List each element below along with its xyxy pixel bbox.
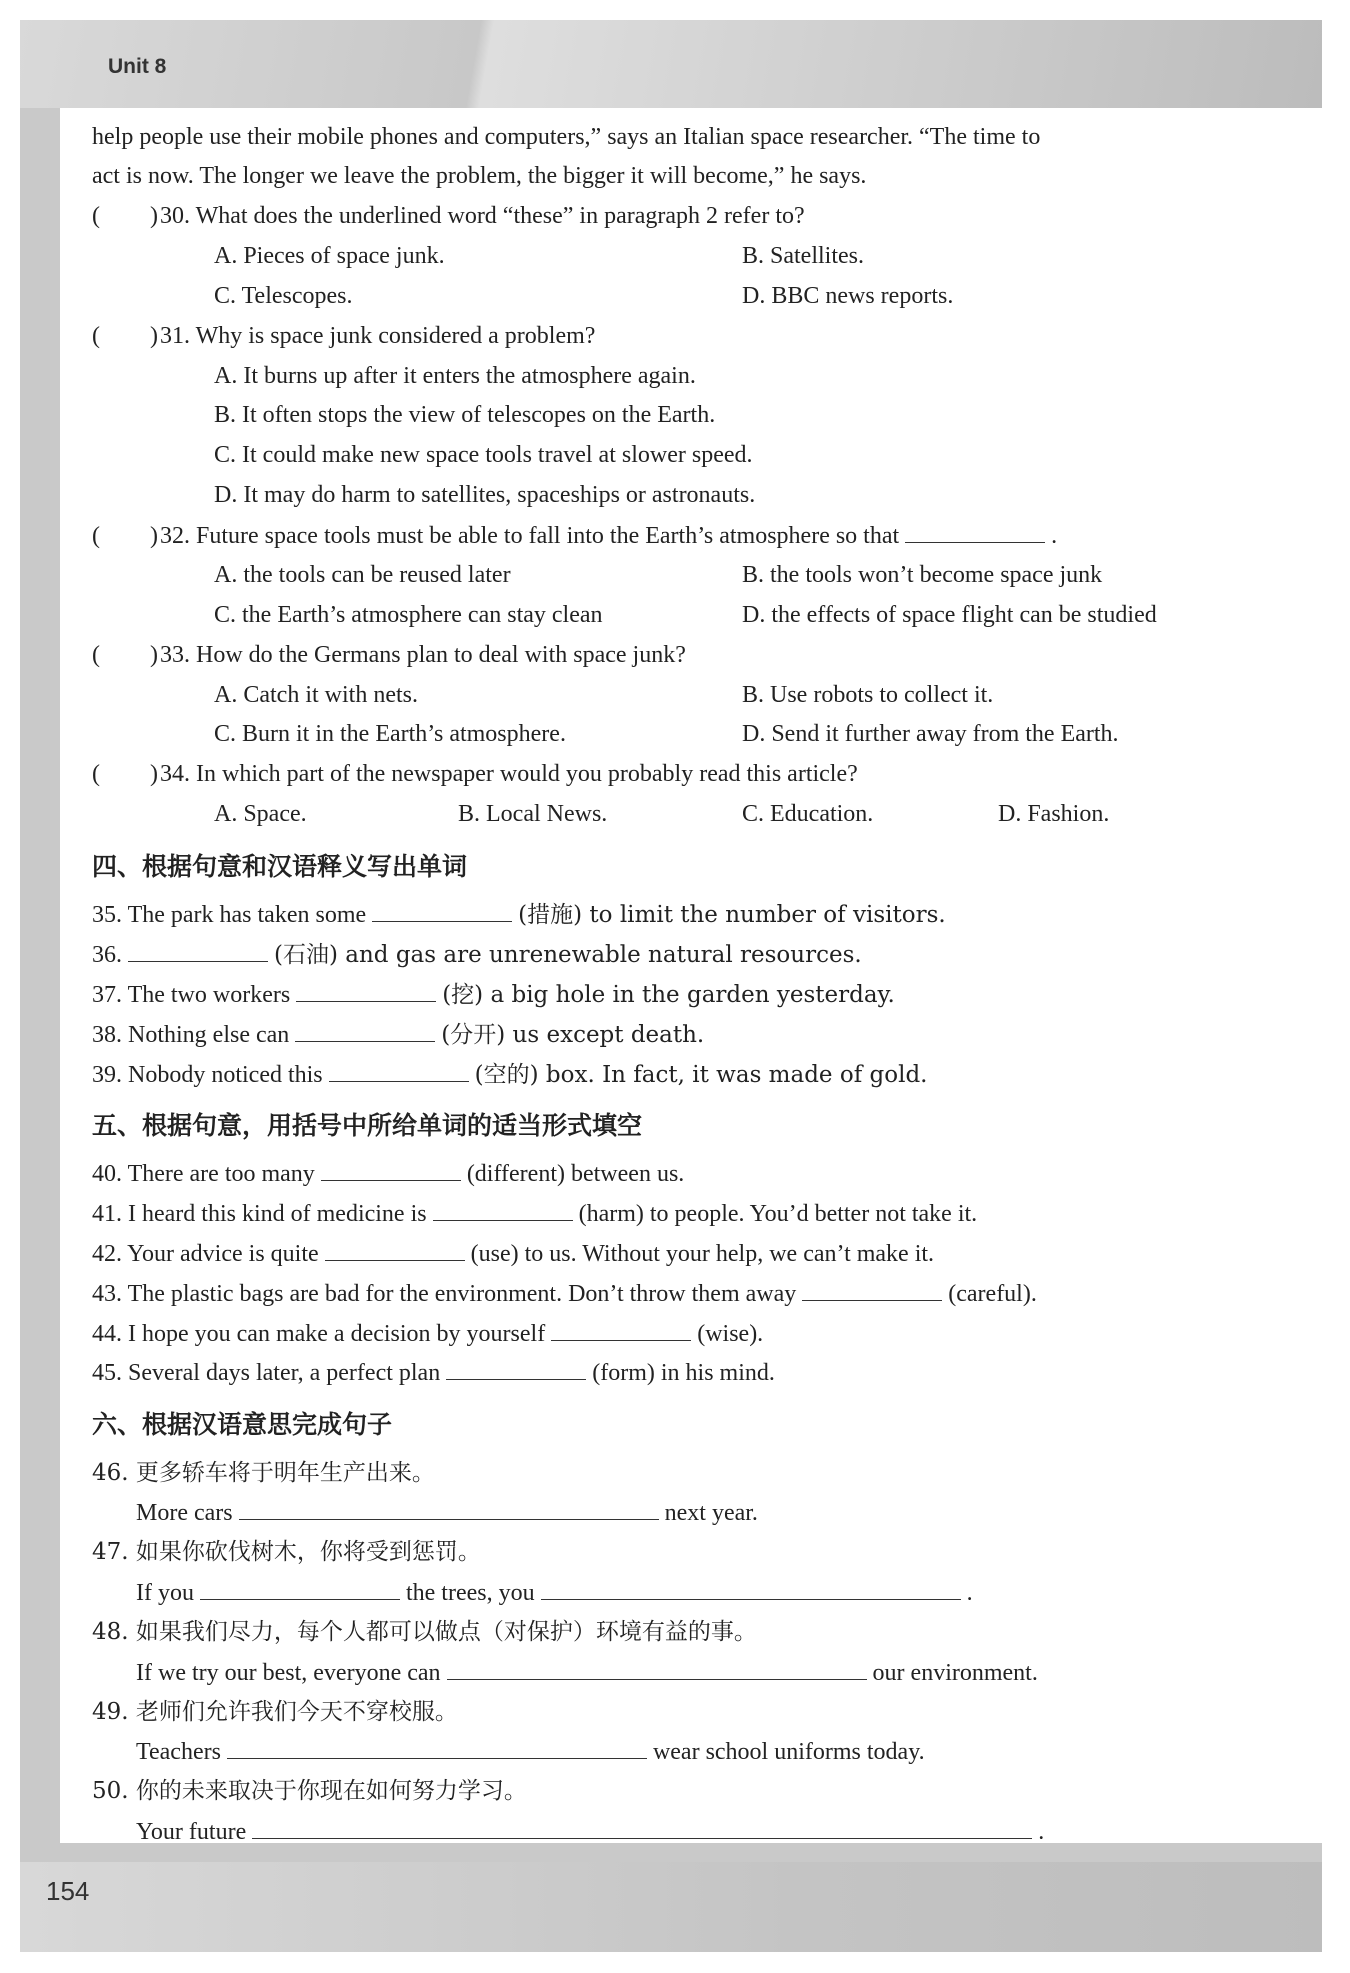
fill-item-43: 43. The plastic bags are bad for the environment. Don’t throw them away (careful).: [92, 1278, 1037, 1309]
passage-line: help people use their mobile phones and computers,” says an Italian space researcher. “The time to: [92, 124, 1041, 150]
question-stem: 33. How do the Germans plan to deal with space junk?: [160, 642, 686, 668]
answer-blank[interactable]: [296, 979, 436, 1002]
fill-item-35: 35. The park has taken some (措施) to limit the number of visitors.: [92, 899, 946, 930]
question-33: [92, 640, 686, 670]
answer-blank[interactable]: [905, 520, 1045, 543]
answer-blank[interactable]: [802, 1278, 942, 1301]
question-30: [92, 201, 805, 231]
answer-bracket[interactable]: ( ): [92, 761, 158, 787]
option: A. Space.: [214, 801, 307, 827]
option: D. It may do harm to satellites, spaceships or astronauts.: [214, 482, 756, 508]
option: D. the effects of space flight can be studied: [742, 602, 1157, 628]
option: C. Burn it in the Earth’s atmosphere.: [214, 721, 566, 747]
fill-item-37: 37. The two workers (挖) a big hole in the garden yesterday.: [92, 979, 895, 1010]
fill-item-42: 42. Your advice is quite (use) to us. Without your help, we can’t make it.: [92, 1238, 934, 1269]
fill-item-38: 38. Nothing else can (分开) us except death.: [92, 1019, 704, 1050]
option: C. Education.: [742, 801, 874, 827]
question-32: ( ) 32. Future space tools must be able to fall into the Earth’s atmosphere so that .: [92, 520, 1057, 551]
option: B. Local News.: [458, 801, 608, 827]
translation-prompt-50: 50. 你的未来取决于你现在如何努力学习。: [92, 1778, 527, 1804]
answer-blank[interactable]: [325, 1238, 465, 1261]
fill-item-40: 40. There are too many (different) between us.: [92, 1158, 684, 1189]
option: C. the Earth’s atmosphere can stay clean: [214, 602, 603, 628]
answer-bracket[interactable]: ( ): [92, 323, 158, 349]
translation-item-47: If you the trees, you .: [136, 1577, 973, 1608]
translation-item-50: Your future .: [136, 1816, 1044, 1847]
option: B. the tools won’t become space junk: [742, 562, 1103, 588]
page-number: 154: [46, 1876, 90, 1906]
option: D. Send it further away from the Earth.: [742, 721, 1119, 747]
answer-blank[interactable]: [128, 939, 268, 962]
answer-bracket[interactable]: ( ): [92, 203, 158, 229]
answer-blank[interactable]: [447, 1657, 867, 1680]
fill-item-41: 41. I heard this kind of medicine is (harm) to people. You’d better not take it.: [92, 1198, 977, 1229]
answer-blank[interactable]: [239, 1497, 659, 1520]
translation-item-49: Teachers wear school uniforms today.: [136, 1736, 925, 1767]
answer-blank[interactable]: [551, 1318, 691, 1341]
answer-bracket[interactable]: ( ): [92, 523, 158, 549]
answer-blank[interactable]: [252, 1816, 1032, 1839]
fill-item-39: 39. Nobody noticed this (空的) box. In fact, it was made of gold.: [92, 1059, 927, 1090]
option: A. Catch it with nets.: [214, 682, 418, 708]
section-heading: 六、根据汉语意思完成句子: [92, 1410, 393, 1439]
translation-item-48: If we try our best, everyone can our environment.: [136, 1657, 1038, 1688]
option: C. It could make new space tools travel at slower speed.: [214, 442, 753, 468]
question-stem: 34. In which part of the newspaper would you probably read this article?: [160, 761, 858, 787]
option: A. Pieces of space junk.: [214, 243, 445, 269]
option: A. the tools can be reused later: [214, 562, 511, 588]
question-34: [92, 759, 858, 789]
translation-prompt-49: 49. 老师们允许我们今天不穿校服。: [92, 1699, 458, 1725]
answer-blank[interactable]: [372, 899, 512, 922]
section-heading: 五、根据句意，用括号中所给单词的适当形式填空: [92, 1111, 643, 1140]
option: B. It often stops the view of telescopes on the Earth.: [214, 402, 716, 428]
section-heading: 四、根据句意和汉语释义写出单词: [92, 852, 468, 881]
question-31: [92, 321, 595, 351]
fill-item-36: 36. (石油) and gas are unrenewable natural resources.: [92, 939, 862, 970]
passage-line: act is now. The longer we leave the problem, the bigger it will become,” he says.: [92, 163, 867, 189]
question-stem: 30. What does the underlined word “these” in paragraph 2 refer to?: [160, 203, 805, 229]
answer-blank[interactable]: [200, 1577, 400, 1600]
option: D. BBC news reports.: [742, 283, 954, 309]
option: D. Fashion.: [998, 801, 1110, 827]
translation-prompt-47: 47. 如果你砍伐树木，你将受到惩罚。: [92, 1539, 481, 1565]
answer-blank[interactable]: [433, 1198, 573, 1221]
answer-blank[interactable]: [541, 1577, 961, 1600]
fill-item-44: 44. I hope you can make a decision by yourself (wise).: [92, 1318, 763, 1349]
header-band: [20, 20, 1322, 108]
unit-label: Unit 8: [108, 55, 167, 78]
option: B. Satellites.: [742, 243, 864, 269]
fill-item-45: 45. Several days later, a perfect plan (form) in his mind.: [92, 1357, 775, 1388]
translation-prompt-48: 48. 如果我们尽力，每个人都可以做点（对保护）环境有益的事。: [92, 1619, 757, 1645]
answer-blank[interactable]: [329, 1059, 469, 1082]
footer-band: [20, 1862, 1322, 1952]
option: B. Use robots to collect it.: [742, 682, 994, 708]
answer-bracket[interactable]: ( ): [92, 642, 158, 668]
answer-blank[interactable]: [295, 1019, 435, 1042]
question-stem: 31. Why is space junk considered a problem?: [160, 323, 596, 349]
question-stem: 32. Future space tools must be able to fall into the Earth’s atmosphere so that: [160, 523, 900, 549]
translation-item-46: More cars next year.: [136, 1497, 758, 1528]
answer-blank[interactable]: [321, 1158, 461, 1181]
answer-blank[interactable]: [227, 1736, 647, 1759]
option: A. It burns up after it enters the atmosphere again.: [214, 363, 696, 389]
answer-blank[interactable]: [446, 1357, 586, 1380]
translation-prompt-46: 46. 更多轿车将于明年生产出来。: [92, 1460, 435, 1486]
option: C. Telescopes.: [214, 283, 353, 309]
